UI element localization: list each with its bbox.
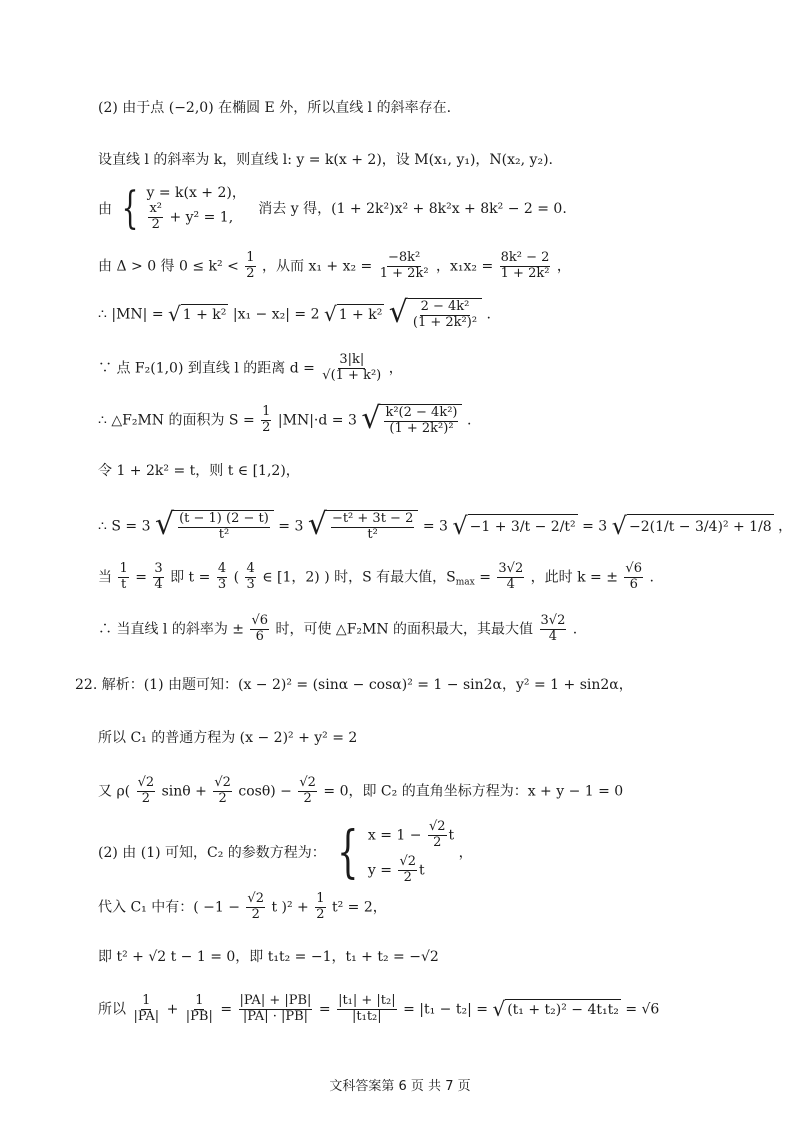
fraction: $\frac{√2}{2}$ bbox=[299, 775, 316, 806]
fraction: $\frac{|PA| + |PB|}{|PA| \cdot |PB|}$ bbox=[239, 993, 312, 1024]
text-line: 又 ρ( $\frac{√2}{2}$ sinθ + $\frac{√2}{2}$ cosθ) − $\frac{√2}{2}$ = 0，即 C₂ 的直角坐标方程为：x + y − 1 = 0 bbox=[98, 775, 624, 806]
text-line: 22. 解析：(1) 由题可知：(x − 2)² = (sinα − cosα)² = 1 − sin2α，y² = 1 + sin2α， bbox=[75, 677, 633, 693]
square-root: √ $\frac{\text{2 − 4k²}}{\text{(1 + 2k²)²}}$ bbox=[389, 298, 482, 331]
square-root: √ −1 + 3/t − 2/t² bbox=[452, 512, 576, 541]
equation-system-line bbox=[98, 183, 567, 235]
text-line: ∴ S = 3 √ $\frac{(t - 1) (2 - t)}{\text{t²}}$ = 3 √ $\frac{\text{−t² + 3t − 2}}{\text{t²}}$ = 3 √ −1 + 3/t − 2/t² = 3 √ −2(1/t − 3/4)² + 1/8 ， bbox=[98, 507, 793, 542]
fraction: $\frac{√6}{6}$ bbox=[251, 613, 269, 644]
page-footer: 文科答案第 6 页 共 7 页 bbox=[329, 1079, 471, 1094]
system-row: $\frac{\text{x²}}{2}$ + y² = 1, bbox=[149, 201, 234, 232]
fraction: $\frac{3|k|}{\text{√(1 + k²)}}$ bbox=[322, 352, 382, 383]
fraction: $\frac{4}{3}$ bbox=[217, 561, 227, 592]
text-line: 所以 $\frac{1}{|PA|}$ + $\frac{1}{|PB|}$ = $\frac{|PA| + |PB|}{|PA| \cdot |PB|}$ = $\frac{\text{|t₁| + |t₂|}}{\text{|t₁t₂|}}$ = |t₁ − t₂| = √ (t₁ + t₂)² − 4t₁t₂ = √6 bbox=[98, 993, 660, 1024]
text-line: 当 $\frac{1}{t}$ = $\frac{3}{4}$ 即 t = $\frac{4}{3}$ ( $\frac{4}{3}$ ∈ [1，2) ) 时，S 有最大值，$S_{max}$ = $\frac{3√2}{4}$ ，此时 k = ± $\frac{√6}{6}$ . bbox=[98, 561, 654, 592]
system-row: y = $\frac{√2}{2}$ t bbox=[367, 853, 425, 885]
fraction: $\frac{1}{t}$ bbox=[119, 561, 128, 592]
text-line: 即 t² + √2 t − 1 = 0，即 t₁t₂ = −1，t₁ + t₂ = −√2 bbox=[98, 949, 439, 965]
text-line: 代入 C₁ 中有：( −1 − $\frac{√2}{2}$ t )² + $\frac{1}{2}$ t² = 2， bbox=[98, 891, 387, 922]
square-root: √ $\frac{\text{k²(2 − 4k²)}}{\text{(1 + 2k²)²}}$ bbox=[361, 404, 462, 437]
system-row: y = k(x + 2)， bbox=[146, 185, 246, 201]
text-line: ∵ 点 F₂(1,0) 到直线 l 的距离 d = $\frac{3|k|}{\text{√(1 + k²)}}$ ， bbox=[98, 352, 403, 383]
equation-system bbox=[116, 183, 246, 235]
fraction: $\frac{\text{−8k²}}{\text{1 + 2k²}}$ bbox=[379, 250, 429, 281]
fraction: $\frac{√2}{2}$ bbox=[247, 891, 264, 922]
square-root: √ 1 + k² bbox=[168, 302, 227, 327]
text-line: 令 1 + 2k² = t，则 t ∈ [1,2)， bbox=[98, 463, 300, 479]
fraction: $\frac{1}{2}$ bbox=[316, 891, 325, 922]
text-line: (2) 由于点 (−2,0) 在椭圆 E 外，所以直线 l 的斜率存在. bbox=[98, 100, 452, 116]
fraction: $\frac{4}{3}$ bbox=[246, 561, 255, 592]
fraction: $\frac{1}{|PB|}$ bbox=[185, 993, 213, 1024]
equation-system bbox=[330, 820, 454, 886]
fraction: $\frac{√2}{2}$ bbox=[214, 775, 231, 806]
text-line: ∴ 当直线 l 的斜率为 ± $\frac{√6}{6}$ 时，可使 △F₂MN 的面积最大，其最大值 $\frac{3√2}{4}$ . bbox=[98, 613, 578, 644]
fraction: $\frac{\text{x²}}{2}$ bbox=[149, 201, 162, 232]
text-line: ∴ |MN| = √ 1 + k² |x₁ − x₂| = 2 √ 1 + k² √ $\frac{\text{2 − 4k²}}{\text{(1 + 2k²)²}}$ . bbox=[98, 295, 491, 330]
square-root: √ −2(1/t − 3/4)² + 1/8 bbox=[611, 512, 772, 541]
text-line: 所以 C₁ 的普通方程为 (x − 2)² + y² = 2 bbox=[98, 730, 358, 746]
text: 由 bbox=[98, 201, 112, 218]
brace: { bbox=[122, 183, 139, 235]
fraction: $\frac{1}{|PA|}$ bbox=[133, 993, 160, 1024]
text-line: ∴ △F₂MN 的面积为 S = $\frac{1}{2}$ |MN|·d = 3 √ $\frac{\text{k²(2 − 4k²)}}{\text{(1 + 2k²)²}}$ . bbox=[98, 401, 472, 436]
text-line: 由 Δ > 0 得 0 ≤ k² < $\frac{1}{2}$ ，从而 x₁ + x₂ = $\frac{\text{−8k²}}{\text{1 + 2k²}}$ ，x₁x₂ = $\frac{\text{8k² − 2}}{\text{1 + 2k²}}$ ， bbox=[98, 250, 571, 281]
fraction: $\frac{\text{8k² − 2}}{\text{1 + 2k²}}$ bbox=[500, 250, 550, 281]
square-root: √ (t₁ + t₂)² − 4t₁t₂ bbox=[492, 997, 619, 1022]
brace: { bbox=[337, 819, 359, 885]
equation-system-line: (2) 由 (1) 可知，C₂ 的参数方程为： { x = 1 − $\frac{√2}{2}$ t y = $\frac{√2}{2}$ t ， bbox=[98, 819, 473, 885]
text-line: 设直线 l 的斜率为 k，则直线 l: y = k(x + 2)，设 M(x₁, y₁)，N(x₂, y₂). bbox=[98, 152, 553, 168]
system-row: x = 1 − $\frac{√2}{2}$ t bbox=[367, 819, 455, 850]
fraction: $\frac{3√2}{4}$ bbox=[498, 561, 524, 592]
square-root: √ 1 + k² bbox=[323, 302, 383, 327]
square-root: √ $\frac{\text{−t² + 3t − 2}}{\text{t²}}$ bbox=[308, 510, 419, 543]
text: 消去 y 得，(1 + 2k²)x² + 8k²x + 8k² − 2 = 0. bbox=[258, 201, 567, 218]
square-root: √ $\frac{(t - 1) (2 - t)}{\text{t²}}$ bbox=[155, 510, 274, 543]
fraction: $\frac{√6}{6}$ bbox=[625, 561, 642, 592]
fraction: $\frac{√2}{2}$ bbox=[137, 775, 155, 806]
fraction: $\frac{1}{2}$ bbox=[262, 404, 271, 435]
fraction: $\frac{1}{2}$ bbox=[246, 250, 255, 281]
fraction: $\frac{3}{4}$ bbox=[154, 561, 163, 592]
fraction: $\frac{\text{|t₁| + |t₂|}}{\text{|t₁t₂|}}$ bbox=[338, 993, 396, 1024]
fraction: $\frac{3√2}{4}$ bbox=[540, 613, 566, 644]
